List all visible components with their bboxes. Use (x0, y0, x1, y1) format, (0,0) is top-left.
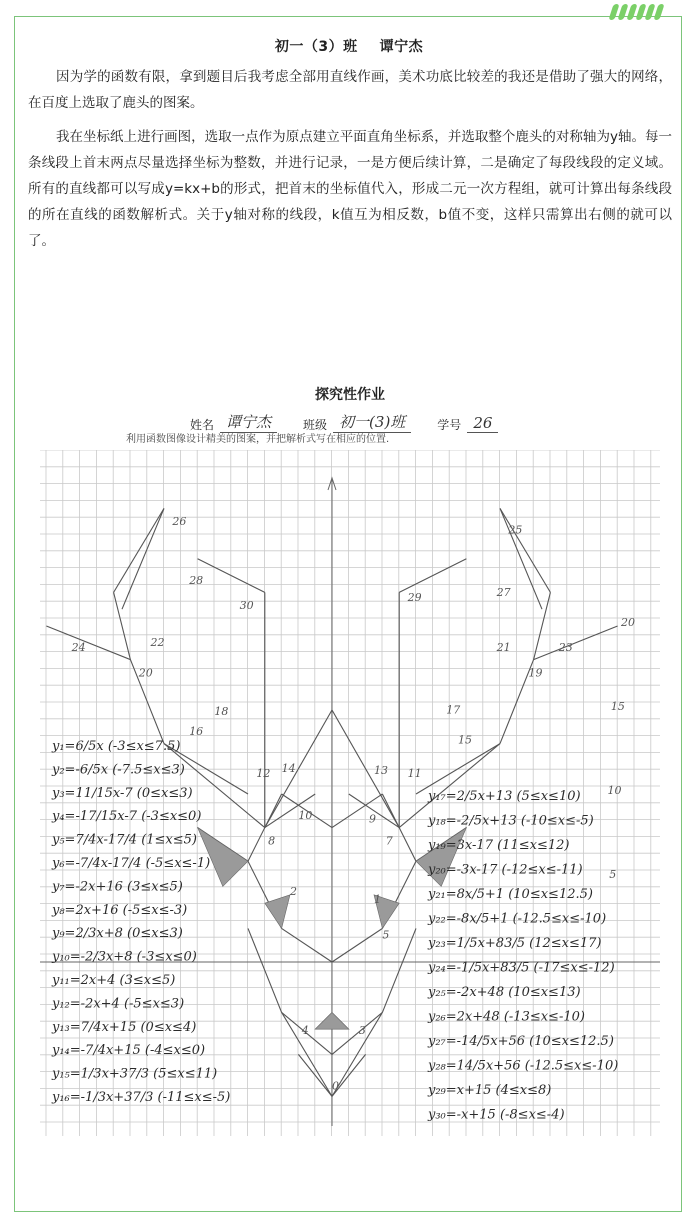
equation-right: y₂₃=1/5x+83/5 (12≤x≤17) (428, 936, 602, 951)
deer-segment-right (534, 592, 551, 659)
equation-left: y₁₁=2x+4 (3≤x≤5) (52, 973, 176, 988)
equation-right: y₂₆=2x+48 (-13≤x≤-10) (428, 1009, 585, 1025)
name-label: 姓名 (190, 418, 215, 432)
segment-label: 10 (298, 809, 313, 823)
equation-left: y₁₄=-7/4x+15 (-4≤x≤0) (52, 1043, 206, 1059)
equation-right: y₂₈=14/5x+56 (-12.5≤x≤-10) (428, 1058, 619, 1074)
segment-label: 20 (620, 616, 635, 629)
equation-right: y₁₇=2/5x+13 (5≤x≤10) (428, 789, 581, 804)
equation-right: y₂₂=-8x/5+1 (-12.5≤x≤-10) (428, 911, 607, 927)
deer-shade (265, 895, 290, 929)
segment-label: 17 (446, 703, 461, 717)
segment-label: 4 (301, 1024, 309, 1038)
equation-right: y₂₉=x+15 (4≤x≤8) (428, 1083, 552, 1098)
equation-left: y₁₂=-2x+4 (-5≤x≤3) (52, 996, 185, 1012)
paragraph-method: 我在坐标纸上进行画图，选取一点作为原点建立平面直角坐标系，并选取整个鹿头的对称轴为y轴。每一条线段上首末两点尽量选择坐标为整数，并进行记录，一是方便后续计算，二是确定了每段线段的定义域。所有的直线都可以写成y=kx+b的形式，把首末的坐标值代入，形成二元一次方程组，就可计算出每条线段的所在直线的函数解析式。关于y轴对称的线段，k值互为相反数，b值不变，这样只需算出右侧的就可以了。 (28, 129, 672, 249)
segment-label: 29 (407, 590, 422, 604)
deer-segment-right (332, 928, 382, 962)
segment-label: 5 (609, 868, 617, 881)
segment-label: 27 (496, 585, 511, 599)
equation-right: y₃₀=-x+15 (-8≤x≤-4) (428, 1107, 565, 1123)
worksheet-title: 探究性作业 (315, 387, 385, 403)
segment-label: 15 (610, 700, 625, 713)
segment-label: 5 (382, 928, 390, 942)
segment-label: 12 (256, 767, 271, 781)
segment-label: 15 (458, 733, 472, 747)
deer-graph (40, 450, 660, 1136)
deer-segment-right (332, 1012, 382, 1054)
segment-label: 24 (71, 641, 86, 655)
segment-label: 10 (607, 784, 622, 797)
segment-label: 0 (332, 1079, 339, 1093)
paragraph-intro: 因为学的函数有限，拿到题目后我考虑全部用直线作画，美术功底比较差的我还是借助了强大的网络，在百度上选取了鹿头的图案。 (28, 69, 672, 111)
page-title (0, 36, 698, 56)
deer-segment-left (282, 928, 332, 962)
segment-label: 20 (138, 666, 153, 680)
equation-left: y₃=11/15x-7 (0≤x≤3) (52, 785, 193, 801)
segment-label: 2 (290, 884, 297, 898)
class-value: 初一(3)班 (333, 411, 411, 433)
class-title: 初一（3）班 (274, 39, 358, 55)
equation-left: y₂=-6/5x (-7.5≤x≤3) (52, 762, 185, 778)
segment-label: 11 (407, 767, 422, 781)
equation-left: y₁=6/5x (-3≤x≤7.5) (52, 739, 181, 754)
worksheet-instruction: 利用函数图像设计精美的图案，并把解析式写在相应的位置. (126, 434, 390, 445)
deer-segment-left (122, 508, 164, 609)
number-value: 26 (467, 414, 498, 433)
equation-right: y₂₄=-1/5x+83/5 (-17≤x≤-12) (428, 960, 615, 976)
equation-left: y₉=2/3x+8 (0≤x≤3) (52, 926, 183, 942)
equation-left: y₄=-17/15x-7 (-3≤x≤0) (52, 809, 202, 825)
segment-label: 13 (374, 763, 388, 777)
segment-label: 14 (281, 762, 296, 776)
equation-left: y₅=7/4x-17/4 (1≤x≤5) (52, 832, 197, 848)
segment-label: 8 (268, 834, 276, 848)
equation-left: y₆=-7/4x-17/4 (-5≤x≤-1) (52, 856, 211, 871)
segment-label: 26 (172, 515, 187, 529)
segment-label: 1 (374, 893, 381, 907)
segment-label: 25 (508, 523, 523, 537)
equation-right: y₂₇=-14/5x+56 (10≤x≤12.5) (428, 1034, 614, 1049)
deer-segment-right (534, 626, 618, 660)
equation-left: y₇=-2x+16 (3≤x≤5) (52, 879, 183, 895)
equation-right: y₂₀=-3x-17 (-12≤x≤-11) (428, 862, 583, 878)
number-label: 学号 (437, 418, 462, 432)
segment-label: 22 (150, 636, 165, 650)
deer-segment-left (46, 626, 130, 660)
segment-label: 9 (368, 812, 376, 826)
equation-right: y₁₈=-2/5x+13 (-10≤x≤-5) (428, 813, 594, 829)
decoration-stripes (611, 4, 662, 20)
equation-left: y₁₆=-1/3x+37/3 (-11≤x≤-5) (52, 1090, 231, 1105)
equation-left: y₁₅=1/3x+37/3 (5≤x≤11) (52, 1066, 218, 1082)
deer-segment-left (114, 592, 131, 659)
equation-left: y₈=2x+16 (-5≤x≤-3) (52, 902, 188, 918)
equation-right: y₂₁=8x/5+1 (10≤x≤12.5) (428, 887, 593, 902)
worksheet-image (40, 378, 660, 1138)
segment-label: 30 (239, 599, 254, 613)
segment-label: 16 (189, 725, 204, 739)
equation-left: y₁₃=7/4x+15 (0≤x≤4) (52, 1019, 197, 1035)
segment-label: 18 (214, 705, 229, 719)
equation-right: y₁₉=3x-17 (11≤x≤12) (428, 838, 570, 853)
author-name: 谭宁杰 (379, 39, 424, 55)
segment-label: 23 (558, 641, 573, 655)
class-label: 班级 (303, 418, 328, 432)
segment-label: 21 (496, 641, 511, 655)
deer-segment-right (416, 744, 500, 794)
segment-label: 3 (358, 1024, 366, 1038)
equation-left: y₁₀=-2/3x+8 (-3≤x≤0) (52, 949, 197, 965)
deer-segment-left (298, 1054, 332, 1096)
segment-label: 7 (385, 834, 393, 848)
name-value: 谭宁杰 (220, 411, 277, 433)
equation-right: y₂₅=-2x+48 (10≤x≤13) (428, 985, 581, 1000)
segment-label: 19 (528, 666, 543, 680)
segment-label: 28 (189, 574, 204, 587)
